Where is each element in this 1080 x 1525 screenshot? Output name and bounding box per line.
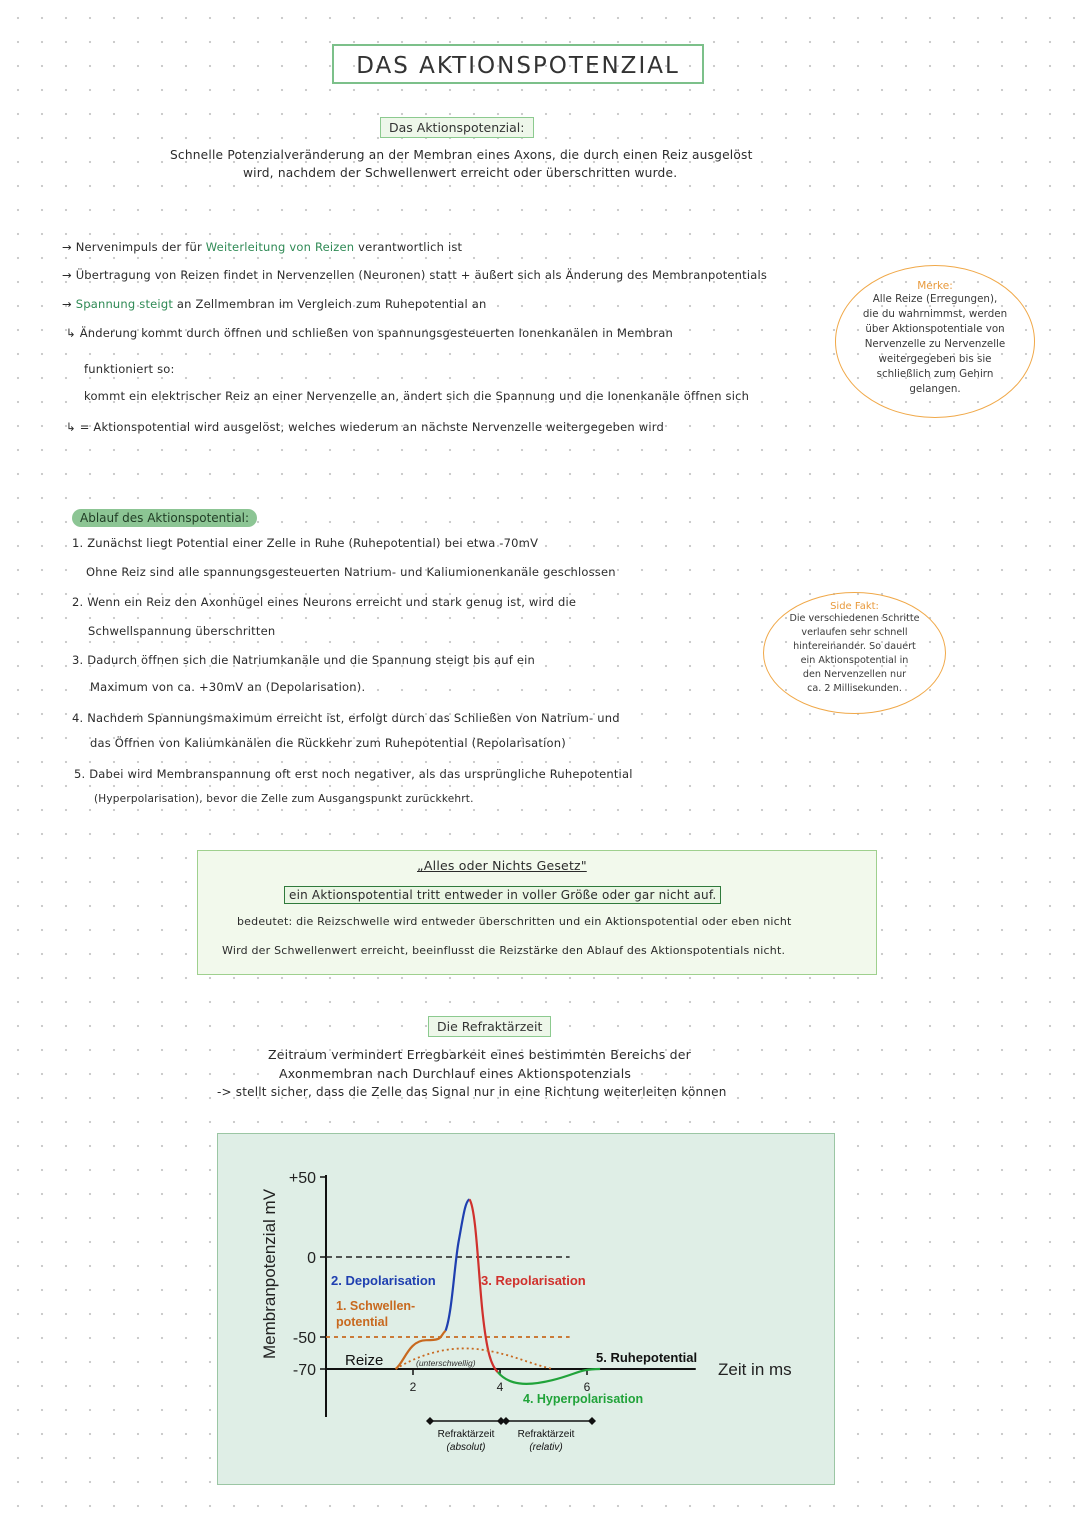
- threshold-label-2: potential: [336, 1315, 389, 1329]
- refrakt-line-1: Zeitraum vermindert Erregbarkeit eines bestimmten Bereichs der: [268, 1047, 691, 1062]
- side-fact-circle: [763, 592, 946, 714]
- refractory-diamond-marker: [502, 1417, 510, 1425]
- note-2: → Übertragung von Reizen findet in Nervenzellen (Neuronen) statt + äußert sich als Änderung des Membranpotentials: [62, 268, 768, 282]
- note-3-post: an Zellmembran im Vergleich zum Ruhepotential an: [176, 297, 487, 311]
- side-fact-line: den Nervenzellen nur: [802, 669, 907, 680]
- x-tick-label: 2: [409, 1380, 417, 1394]
- note-3-highlight: Spannung steigt: [75, 297, 174, 311]
- note-3-pre: →: [62, 297, 72, 311]
- step-5b: (Hyperpolarisation), bevor die Zelle zum Ausgangspunkt zurückkehrt.: [94, 793, 474, 805]
- step-5a: 5. Dabei wird Membranspannung oft erst noch negativer, als das ursprüngliche Ruhepotential: [74, 767, 633, 781]
- refrakt-line-2: Axonmembran nach Durchlauf eines Aktionspotenzials: [279, 1066, 632, 1081]
- refrakt-line-3: -> stellt sicher, dass die Zelle das Signal nur in eine Richtung weiterleiten können: [217, 1085, 727, 1099]
- threshold-label-1: 1. Schwellen-: [336, 1299, 416, 1313]
- note-5: funktioniert so:: [84, 362, 175, 376]
- y-tick-label: -70: [292, 1362, 316, 1379]
- repolarisation-label: 3. Repolarisation: [481, 1273, 586, 1288]
- step-1b: Ohne Reiz sind alle spannungsgesteuerten Natrium- und Kaliumionenkanäle geschlossen: [86, 565, 616, 579]
- y-axis-label: Membranpotenzial mV: [260, 1188, 279, 1360]
- law-title: „Alles oder Nichts Gesetz": [417, 858, 587, 873]
- step-4a: 4. Nachdem Spannungsmaximum erreicht ist, erfolgt durch das Schließen von Natrium- und: [72, 711, 620, 725]
- step-1a: 1. Zunächst liegt Potential einer Zelle in Ruhe (Ruhepotential) bei etwa -70mV: [72, 536, 539, 550]
- step-4b: das Öffnen von Kaliumkanälen die Rückkehr zum Ruhepotential (Repolarisation): [90, 736, 566, 750]
- note-4: ↳ Änderung kommt durch öffnen und schließen von spannungsgesteuerten Ionenkanälen in Membran: [66, 326, 673, 340]
- merke-line: Nervenzelle zu Nervenzelle: [864, 338, 1006, 350]
- refractory-relative-label-1: Refraktärzeit: [517, 1429, 575, 1440]
- note-1: [62, 240, 462, 254]
- step-2a: 2. Wenn ein Reiz den Axonhügel eines Neurons erreicht und stark genug ist, wird die: [72, 595, 577, 609]
- side-fact-line: verlaufen sehr schnell: [801, 627, 908, 638]
- side-fact-heading: Side Fakt:: [830, 601, 879, 612]
- refractory-absolute-label-2: (absolut): [446, 1442, 486, 1453]
- refractory-diamond-marker: [426, 1417, 434, 1425]
- refractory-relative-label-2: (relativ): [529, 1442, 563, 1453]
- merke-heading: Merke:: [917, 280, 953, 292]
- definition-line-2: wird, nachdem der Schwellenwert erreicht oder überschritten wurde.: [243, 166, 678, 180]
- merke-line: schließlich zum Gehirn: [876, 368, 994, 380]
- law-line-2: Wird der Schwellenwert erreicht, beeinflusst die Reizstärke den Ablauf des Aktionspotentials nicht.: [222, 944, 786, 957]
- x-tick-label: 4: [496, 1380, 504, 1394]
- merke-line: Alle Reize (Erregungen),: [872, 293, 998, 305]
- x-tick-label: 6: [583, 1380, 591, 1394]
- y-tick-label: -50: [292, 1330, 316, 1347]
- definition-heading: Das Aktionspotenzial:: [380, 117, 534, 138]
- page-title: DAS AKTIONSPOTENZIAL: [332, 44, 704, 84]
- merke-line: weitergegeben bis sie: [878, 353, 992, 365]
- refractory-diamond-marker: [588, 1417, 596, 1425]
- note-1-pre: → Nervenimpuls der für: [62, 240, 202, 254]
- merke-line: die du wahrnimmst, werden: [862, 308, 1008, 320]
- note-1-highlight: Weiterleitung von Reizen: [205, 240, 355, 254]
- note-3: [62, 297, 486, 311]
- side-fact-line: Die verschiedenen Schritte: [789, 613, 920, 624]
- x-axis-label: Zeit in ms: [718, 1360, 792, 1379]
- action-potential-chart: [218, 1134, 836, 1486]
- y-tick-label: +50: [288, 1170, 316, 1187]
- note-6: kommt ein elektrischer Reiz an einer Nervenzelle an, ändert sich die Spannung und die Ionenkanäle öffnen sich: [84, 389, 750, 403]
- law-highlight: ein Aktionspotential tritt entweder in voller Größe oder gar nicht auf.: [284, 886, 721, 904]
- y-tick-label: 0: [307, 1250, 316, 1267]
- subthreshold-label: (unterschwellig): [416, 1358, 476, 1368]
- depolarisation-label: 2. Depolarisation: [331, 1273, 436, 1288]
- side-fact-line: ein Aktionspotential in: [800, 655, 909, 666]
- law-line-1: bedeutet: die Reizschwelle wird entweder überschritten und ein Aktionspotential oder eben nicht: [237, 915, 792, 928]
- merke-circle: [835, 265, 1035, 418]
- refrakt-heading: Die Refraktärzeit: [428, 1016, 551, 1037]
- merke-line: gelangen.: [909, 383, 961, 395]
- step-3b: Maximum von ca. +30mV an (Depolarisation).: [90, 680, 366, 694]
- refractory-absolute-label-1: Refraktärzeit: [437, 1429, 495, 1440]
- step-3a: 3. Dadurch öffnen sich die Natriumkanäle und die Spannung steigt bis auf ein: [72, 653, 536, 667]
- chart-panel: [217, 1133, 835, 1485]
- note-1-post: verantwortlich ist: [358, 240, 463, 254]
- stimulus-label: Reize: [345, 1352, 384, 1369]
- step-2b: Schwellspannung überschritten: [88, 624, 276, 638]
- ablauf-heading: Ablauf des Aktionspotential:: [72, 509, 257, 527]
- side-fact-line: ca. 2 Millisekunden.: [807, 683, 902, 694]
- note-7: ↳ = Aktionspotential wird ausgelöst, welches wiederum an nächste Nervenzelle weitergegeben wird: [66, 420, 664, 434]
- depolarisation-curve: [446, 1199, 470, 1330]
- merke-line: über Aktionspotentiale von: [865, 323, 1005, 335]
- side-fact-line: hintereinander. So dauert: [793, 641, 916, 652]
- definition-line-1: Schnelle Potenzialveränderung an der Membran eines Axons, die durch einen Reiz ausgelöst: [170, 148, 753, 162]
- resting-potential-label: 5. Ruhepotential: [596, 1350, 698, 1365]
- hyperpolarisation-label: 4. Hyperpolarisation: [523, 1392, 644, 1406]
